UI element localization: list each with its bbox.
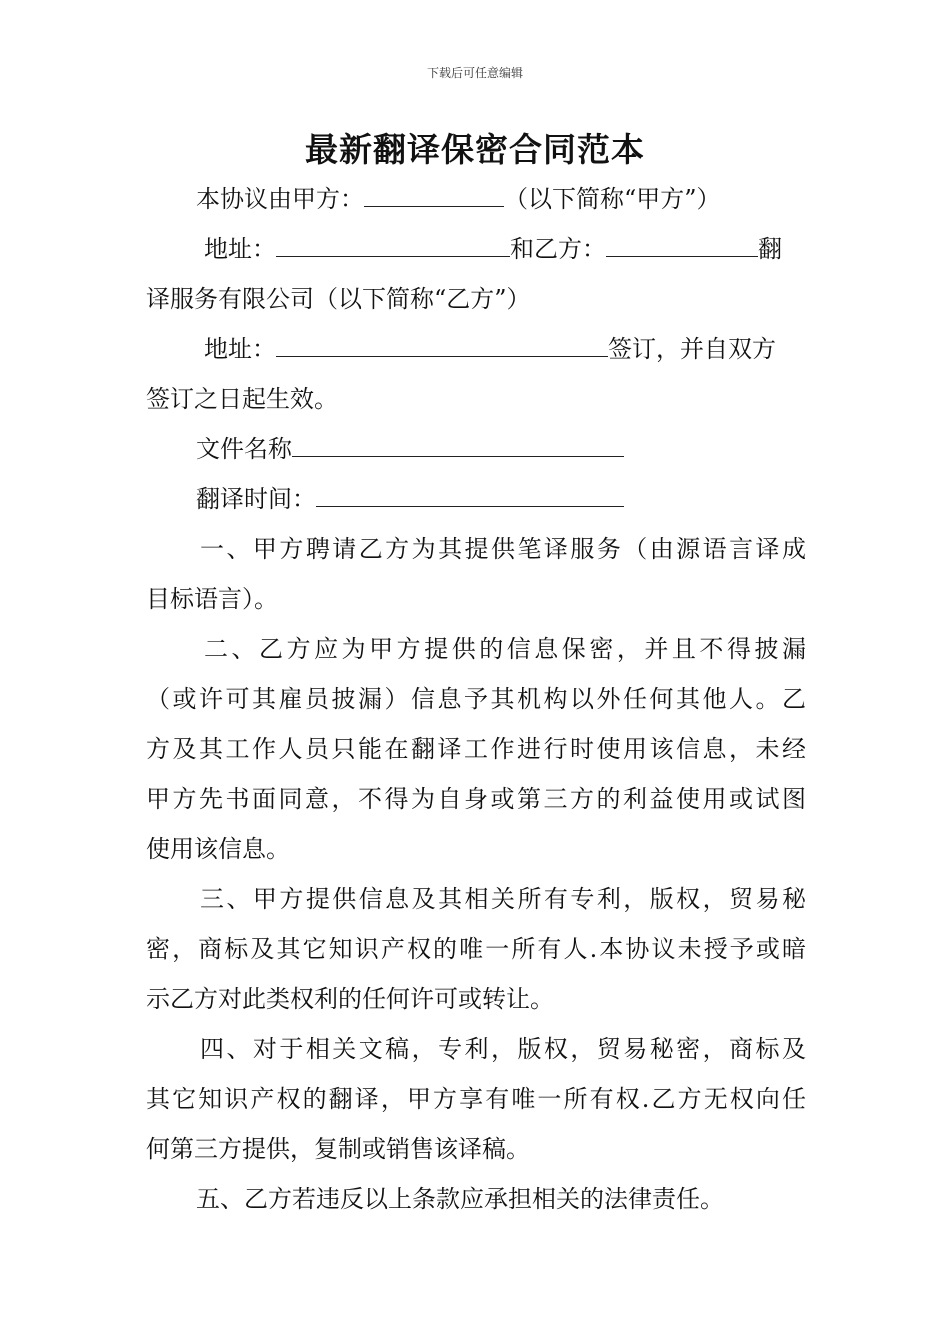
clause-3-line-1: 三、甲方提供信息及其相关所有专利，版权，贸易秘 [200,885,806,913]
party-b-label: 和乙方： [510,235,606,263]
file-name-line [196,424,856,474]
translation-time-line [196,474,856,524]
effective-line: 签订之日起生效。 [146,385,338,413]
party-b-line: 译服务有限公司（以下简称“乙方”） [146,285,531,313]
translation-time-blank[interactable] [316,474,624,507]
clause-4-line-3: 何第三方提供，复制或销售该译稿。 [146,1135,530,1163]
translation-time-label: 翻译时间： [196,485,316,513]
clause-4-line-2: 其它知识产权的翻译，甲方享有唯一所有权.乙方无权向任 [146,1085,806,1113]
clause-2-line-2: （或许可其雇员披漏）信息予其机构以外任何其他人。乙 [146,685,806,713]
file-name-label: 文件名称 [196,435,292,463]
address-label: 地址： [204,235,276,263]
clause-1-line-1: 一、甲方聘请乙方为其提供笔译服务（由源语言译成 [200,535,806,563]
address-label: 地址： [204,335,276,363]
address-a-blank[interactable] [276,224,510,257]
file-name-blank[interactable] [292,424,624,457]
document-title: 最新翻译保密合同范本 [305,130,645,169]
address-b-line [204,324,864,374]
party-b-blank[interactable] [606,224,758,257]
text-fragment: 翻 [758,235,782,263]
clause-4-line-1: 四、对于相关文稿，专利，版权，贸易秘密，商标及 [200,1035,806,1063]
signing-text: 签订，并自双方 [608,335,776,363]
address-b-blank[interactable] [276,324,608,357]
clause-3-line-3: 示乙方对此类权利的任何许可或转让。 [146,985,554,1013]
clause-2-line-3: 方及其工作人员只能在翻译工作进行时使用该信息，未经 [146,735,806,763]
address-a-line [204,224,864,274]
clause-2-line-1: 二、乙方应为甲方提供的信息保密，并且不得披漏 [204,635,806,663]
party-a-label: 本协议由甲方： [196,185,364,213]
clause-3-line-2: 密，商标及其它知识产权的唯一所有人.本协议未授予或暗 [146,935,806,963]
party-a-abbrev: （以下简称“甲方”） [504,185,721,213]
party-a-blank[interactable] [364,174,504,207]
party-a-line [196,174,856,224]
clause-5-line-1: 五、乙方若违反以上条款应承担相关的法律责任。 [196,1185,724,1213]
clause-1-line-2: 目标语言）。 [146,585,278,613]
page-header: 下载后可任意编辑 [426,66,523,80]
clause-2-line-4: 甲方先书面同意，不得为自身或第三方的利益使用或试图 [146,785,806,813]
clause-2-line-5: 使用该信息。 [146,835,290,863]
